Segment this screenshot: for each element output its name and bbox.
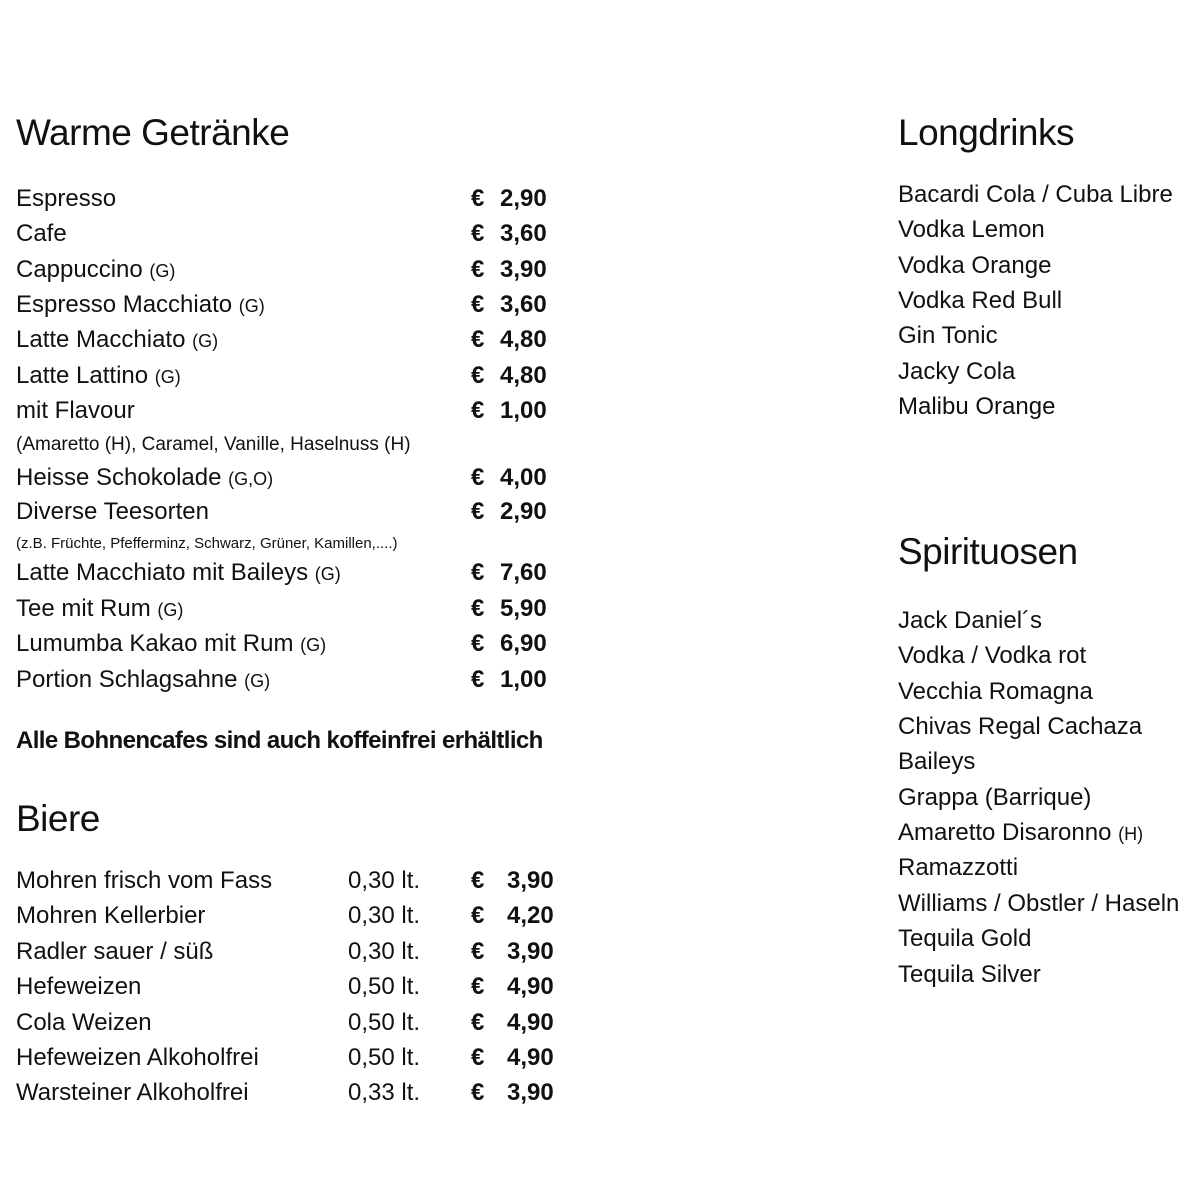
item-name: Radler sauer / süß — [16, 938, 214, 965]
currency-symbol: € — [471, 1044, 485, 1071]
longdrink-item: Vodka Red Bull — [898, 287, 1063, 314]
menu-item — [16, 325, 576, 355]
menu-item — [16, 558, 576, 588]
spirit-item: Amaretto Disaronno (H) — [898, 819, 1144, 846]
item-price: 4,90 — [507, 1044, 554, 1071]
item-price: 4,00 — [500, 464, 547, 491]
menu-item — [16, 594, 576, 624]
item-name: Mohren Kellerbier — [16, 902, 206, 929]
spirit-item: Ramazzotti — [898, 854, 1019, 881]
menu-item — [16, 219, 576, 249]
menu-item — [16, 665, 576, 695]
longdrink-item: Gin Tonic — [898, 322, 998, 349]
item-price: 1,00 — [500, 397, 547, 424]
item-price: 4,80 — [500, 326, 547, 353]
item-name: Cola Weizen — [16, 1009, 152, 1036]
item-name: Hefeweizen Alkoholfrei — [16, 1044, 259, 1071]
beer-heading: Biere — [16, 798, 100, 839]
currency-symbol: € — [471, 938, 485, 965]
item-quantity: 0,50 lt. — [348, 973, 421, 1000]
item-price: 3,90 — [507, 867, 554, 894]
spirits-heading: Spirituosen — [898, 531, 1078, 572]
item-price: 4,80 — [500, 362, 547, 389]
longdrink-item: Vodka Orange — [898, 252, 1052, 279]
currency-symbol: € — [471, 1009, 485, 1036]
currency-symbol: € — [471, 326, 485, 353]
spirit-item: Grappa (Barrique) — [898, 784, 1092, 811]
item-name: Latte Macchiato (G) — [16, 326, 219, 353]
item-name: Espresso Macchiato (G) — [16, 291, 265, 318]
currency-symbol: € — [471, 464, 485, 491]
spirit-item: Chivas Regal Cachaza — [898, 713, 1143, 740]
item-price: 2,90 — [500, 185, 547, 212]
currency-symbol: € — [471, 630, 485, 657]
spirit-item: Tequila Silver — [898, 961, 1041, 988]
item-price: 5,90 — [500, 595, 547, 622]
currency-symbol: € — [471, 902, 485, 929]
beer-item — [16, 972, 576, 1002]
currency-symbol: € — [471, 362, 485, 389]
spirit-item: Jack Daniel´s — [898, 607, 1043, 634]
beer-item — [16, 1078, 576, 1108]
currency-symbol: € — [471, 291, 485, 318]
beer-item — [16, 901, 576, 931]
item-price: 2,90 — [500, 498, 547, 525]
item-quantity: 0,50 lt. — [348, 1044, 421, 1071]
item-name: Cafe — [16, 220, 67, 247]
item-name: Warsteiner Alkoholfrei — [16, 1079, 249, 1106]
decaf-note: Alle Bohnencafes sind auch koffeinfrei erhältlich — [16, 727, 543, 754]
item-quantity: 0,33 lt. — [348, 1079, 421, 1106]
beer-item — [16, 937, 576, 967]
spirit-item: Vecchia Romagna — [898, 678, 1093, 705]
beer-item — [16, 1043, 576, 1073]
item-price: 4,20 — [507, 902, 554, 929]
item-price: 3,60 — [500, 291, 547, 318]
item-quantity: 0,30 lt. — [348, 867, 421, 894]
item-price: 1,00 — [500, 666, 547, 693]
currency-symbol: € — [471, 397, 485, 424]
longdrink-item: Vodka Lemon — [898, 216, 1045, 243]
item-price: 3,90 — [507, 1079, 554, 1106]
item-name: mit Flavour — [16, 397, 135, 424]
currency-symbol: € — [471, 220, 485, 247]
currency-symbol: € — [471, 185, 485, 212]
item-name: Lumumba Kakao mit Rum (G) — [16, 630, 327, 657]
item-name: Espresso — [16, 185, 117, 212]
item-price: 3,90 — [507, 938, 554, 965]
menu-item — [16, 463, 576, 493]
longdrink-item: Bacardi Cola / Cuba Libre — [898, 181, 1173, 208]
menu-item — [16, 361, 576, 391]
currency-symbol: € — [471, 973, 485, 1000]
longdrink-item: Jacky Cola — [898, 358, 1016, 385]
item-price: 3,60 — [500, 220, 547, 247]
spirit-item: Vodka / Vodka rot — [898, 642, 1087, 669]
menu-item — [16, 290, 576, 320]
beer-item — [16, 866, 576, 896]
item-price: 4,90 — [507, 1009, 554, 1036]
item-name: Latte Macchiato mit Baileys (G) — [16, 559, 341, 586]
item-quantity: 0,30 lt. — [348, 938, 421, 965]
item-price: 6,90 — [500, 630, 547, 657]
item-quantity: 0,50 lt. — [348, 1009, 421, 1036]
longdrink-item: Malibu Orange — [898, 393, 1056, 420]
item-name: Diverse Teesorten — [16, 498, 209, 525]
menu-item — [16, 629, 576, 659]
currency-symbol: € — [471, 867, 485, 894]
currency-symbol: € — [471, 498, 485, 525]
spirit-item: Baileys — [898, 748, 976, 775]
currency-symbol: € — [471, 666, 485, 693]
spirit-item: Williams / Obstler / Haseln — [898, 890, 1180, 917]
menu-item — [16, 497, 576, 527]
item-name: Latte Lattino (G) — [16, 362, 181, 389]
menu-item — [16, 255, 576, 285]
warm-drinks-heading: Warme Getränke — [16, 112, 290, 153]
currency-symbol: € — [471, 559, 485, 586]
item-name: Heisse Schokolade (G,O) — [16, 464, 274, 491]
item-price: 4,90 — [507, 973, 554, 1000]
beer-item — [16, 1008, 576, 1038]
currency-symbol: € — [471, 1079, 485, 1106]
item-price: 7,60 — [500, 559, 547, 586]
item-name: Hefeweizen — [16, 973, 142, 1000]
longdrinks-heading: Longdrinks — [898, 112, 1075, 153]
currency-symbol: € — [471, 595, 485, 622]
item-name: Cappuccino (G) — [16, 256, 176, 283]
spirit-item: Tequila Gold — [898, 925, 1032, 952]
item-price: 3,90 — [500, 256, 547, 283]
currency-symbol: € — [471, 256, 485, 283]
menu-item — [16, 396, 576, 426]
item-quantity: 0,30 lt. — [348, 902, 421, 929]
flavour-note: (Amaretto (H), Caramel, Vanille, Haselnuss (H) — [16, 434, 411, 455]
item-name: Portion Schlagsahne (G) — [16, 666, 271, 693]
item-name: Mohren frisch vom Fass — [16, 867, 273, 894]
tea-note: (z.B. Früchte, Pfefferminz, Schwarz, Grüner, Kamillen,....) — [16, 535, 398, 552]
menu-item — [16, 184, 576, 214]
item-name: Tee mit Rum (G) — [16, 595, 184, 622]
